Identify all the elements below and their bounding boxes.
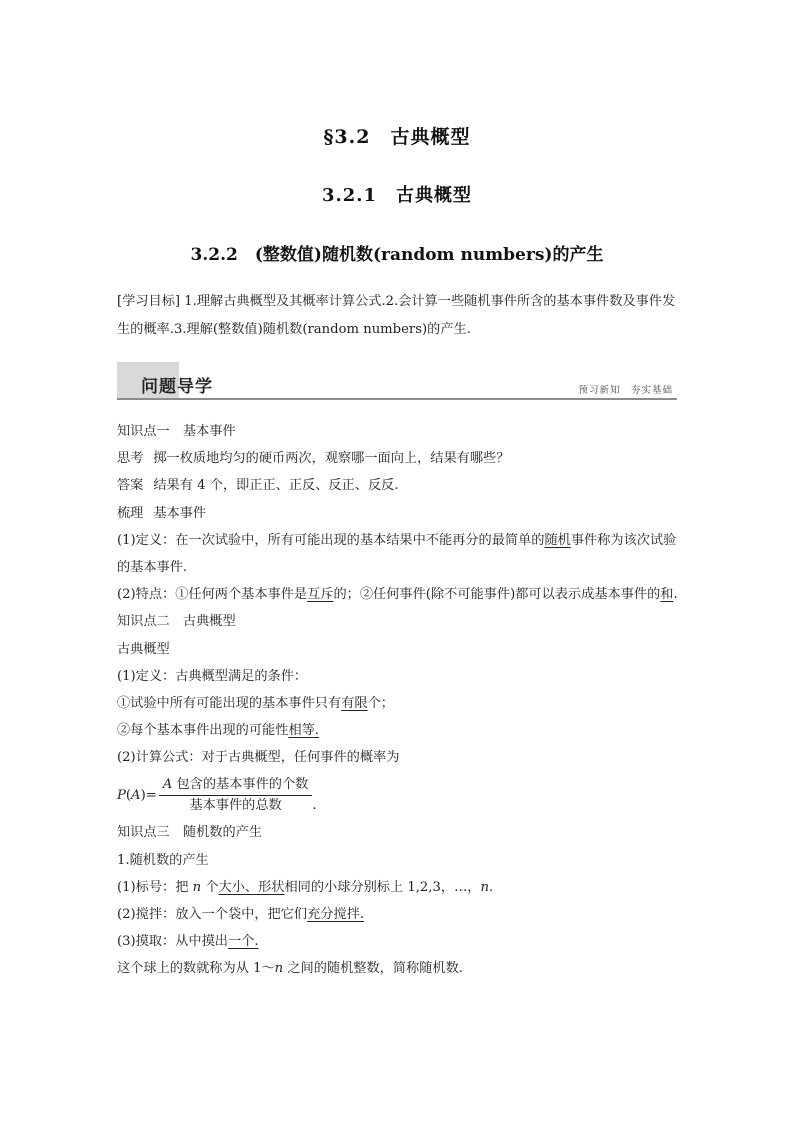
kp1-summary	[117, 500, 682, 527]
formula-denominator: 基本事件的总数	[189, 797, 282, 813]
learning-objectives	[117, 288, 682, 344]
formula-fraction	[159, 776, 313, 815]
kp1-title: 知识点一 基本事件	[117, 424, 236, 439]
formula-period: .	[312, 798, 317, 814]
c2-text: ②每个基本事件出现的可能性	[117, 723, 289, 739]
c2-underline: 相等.	[288, 723, 320, 739]
s3-text: (3)摸取：从中摸出	[117, 934, 228, 950]
kp3-conclusion	[117, 955, 682, 982]
c1-text-end: 个；	[367, 695, 394, 711]
think-label: 思考	[117, 451, 144, 467]
s2-underline: 充分搅拌.	[307, 907, 365, 923]
formula-p: P	[117, 787, 126, 803]
kp3-step-2	[117, 901, 682, 928]
subsection-title-1: 3.2.1 古典概型	[321, 185, 473, 206]
formula-numerator	[159, 776, 313, 796]
summary-label: 梳理	[117, 505, 144, 521]
s1-post: 相同的小球分别标上 1,2,3，…，	[284, 879, 481, 895]
kp3-title: 知识点三 随机数的产生	[117, 825, 263, 841]
feat-text-mid: 的；②任何事件(除不可能事件)都可以表示成基本事件的	[333, 587, 661, 603]
s1-underline: 大小、形状	[218, 879, 285, 895]
subsection-title-2: 3.2.2 (整数值)随机数(random numbers)的产生	[190, 245, 604, 265]
final-text: 这个球上的数就称为从 1～	[117, 961, 275, 977]
kp2-title: 知识点二 古典概型	[117, 614, 236, 630]
s1-text: (1)标号：把	[117, 879, 193, 895]
answer-label: 答案	[117, 478, 144, 494]
kp1-definition	[117, 527, 682, 581]
numerator-text: 包含的基本事件的个数	[172, 776, 309, 792]
s1-mid: 个	[201, 879, 219, 895]
feat-underline-1: 互斥	[307, 587, 334, 603]
kp3-step-3	[117, 928, 682, 955]
objectives-label: [学习目标]	[117, 294, 181, 309]
banner-title: 问题导学	[141, 377, 213, 397]
c1-text: ①试验中所有可能出现的基本事件只有	[117, 695, 342, 711]
main-content	[117, 418, 682, 983]
kp3-sub1: 1.随机数的产生	[117, 852, 209, 868]
section-banner	[117, 362, 677, 400]
final-text-end: 之间的随机整数，简称随机数.	[283, 961, 463, 977]
feat-underline-2: 和	[660, 587, 674, 603]
formula-lhs: P(A)=	[117, 787, 157, 803]
banner-subtitle: 预习新知 夯实基础	[578, 385, 673, 396]
feat-text-end: .	[673, 587, 678, 603]
s1-end: .	[488, 879, 494, 895]
c1-underline: 有限	[341, 695, 368, 711]
def-underline: 随机	[544, 532, 571, 548]
feat-text: (2)特点：①任何两个基本事件是	[117, 587, 308, 603]
kp3-step-1	[117, 874, 682, 901]
numerator-a: A	[162, 776, 173, 792]
kp2-subtitle: 古典概型	[117, 641, 170, 657]
formula-a: A	[131, 787, 141, 803]
s1-n2: n	[480, 879, 489, 895]
s2-text: (2)搅拌：放入一个袋中，把它们	[117, 907, 308, 923]
kp2-definition: (1)定义：古典概型满足的条件：	[117, 668, 308, 684]
objectives-text: 1.理解古典概型及其概率计算公式.2.会计算一些随机事件所含的基本事件数及事件发生的概率.3.理解(整数值)随机数(random numbers)的产生.	[117, 294, 676, 337]
s1-n: n	[192, 879, 202, 895]
kp2-condition-2	[117, 717, 682, 744]
def-text: (1)定义：在一次试验中，所有可能出现的基本结果中不能再分的最简单的	[117, 532, 545, 548]
think-text: 掷一枚质地均匀的硬币两次，观察哪一面向上，结果有哪些？	[153, 451, 510, 467]
kp2-formula-intro: (2)计算公式：对于古典概型，任何事件的概率为	[117, 750, 400, 766]
kp2-condition-1	[117, 690, 682, 717]
probability-formula	[117, 773, 682, 817]
kp1-features	[117, 581, 682, 608]
def-text-end: 事件称为该次试验的基本事件.	[117, 532, 677, 575]
s3-underline: 一个.	[228, 934, 259, 950]
section-title: §3.2 古典概型	[323, 126, 471, 148]
kp1-answer	[117, 472, 682, 499]
final-n: n	[274, 961, 284, 977]
answer-text: 结果有 4 个，即正正、正反、反正、反反.	[153, 478, 399, 494]
summary-title: 基本事件	[153, 505, 207, 521]
kp1-think	[117, 445, 682, 472]
